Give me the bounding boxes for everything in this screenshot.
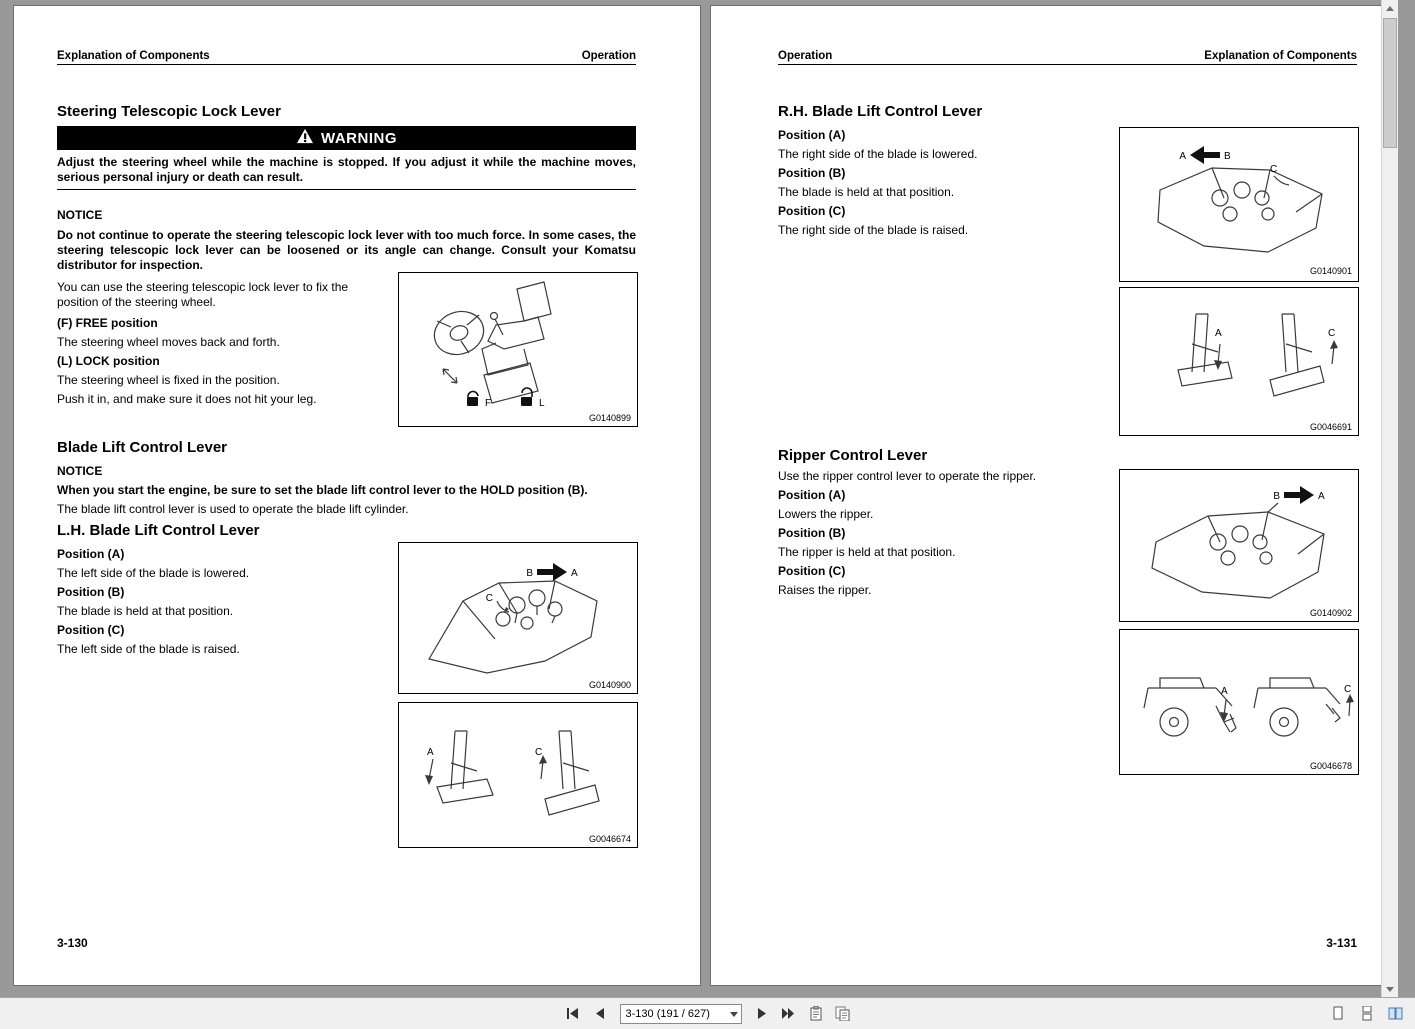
copy-pages-icon — [835, 1006, 850, 1021]
position-a-label: Position (A) — [778, 128, 846, 142]
position-a-label: Position (A) — [57, 547, 125, 561]
warning-bar — [57, 126, 636, 150]
steering-intro: You can use the steering telescopic lock lever to fix the position of the steering wheel. — [57, 280, 349, 309]
facing-pages-view-icon — [1388, 1006, 1404, 1021]
figure-code: G0140902 — [1309, 608, 1352, 618]
header-rule — [57, 64, 636, 65]
warning-title: WARNING — [321, 129, 397, 147]
page-number-input[interactable] — [620, 1004, 742, 1024]
single-page-view-icon — [1331, 1006, 1345, 1021]
vertical-scrollbar[interactable] — [1381, 0, 1398, 997]
position-c-label: Position (C) — [778, 204, 846, 218]
free-position-label: (F) FREE position — [57, 316, 158, 330]
page-3-131 — [710, 5, 1398, 986]
page-header — [57, 50, 636, 62]
page-number: 3-130 — [57, 936, 88, 950]
section-title-ripper: Ripper Control Lever — [778, 447, 928, 464]
header-right-text: Explanation of Components — [1204, 50, 1357, 62]
free-position-text: The steering wheel moves back and forth. — [57, 335, 280, 349]
ripper-position-a-label: Position (A) — [778, 488, 846, 502]
header-right-text: Operation — [581, 50, 636, 62]
warning-triangle-icon — [296, 128, 314, 148]
page-dropdown-caret-icon[interactable] — [730, 1012, 738, 1017]
page-field-wrap — [620, 1004, 742, 1024]
blade-lift-intro: The blade lift control lever is used to operate the blade lift cylinder. — [57, 502, 409, 516]
next-page-icon — [756, 1008, 768, 1019]
figure-label-c: C — [485, 593, 493, 604]
previous-page-icon — [594, 1008, 606, 1019]
continuous-view-icon — [1360, 1006, 1374, 1021]
position-b-label: Position (B) — [57, 585, 125, 599]
figure-label-l: L — [539, 398, 545, 409]
position-b-label: Position (B) — [778, 166, 846, 180]
figure-label-a: A — [1179, 151, 1186, 162]
figure-rh-blade-lever — [1119, 127, 1359, 282]
figure-label-b: B — [526, 568, 533, 579]
first-page-button[interactable] — [562, 1003, 584, 1025]
scroll-up-button[interactable] — [1382, 0, 1398, 16]
figure-label-f: F — [485, 398, 492, 409]
header-left-text: Operation — [778, 50, 833, 62]
position-a-text: The right side of the blade is lowered. — [778, 147, 978, 161]
clipboard-icon — [809, 1006, 823, 1021]
ripper-position-c-label: Position (C) — [778, 564, 846, 578]
figure-label-c: C — [1270, 164, 1278, 175]
lock-position-text: The steering wheel is fixed in the position. — [57, 373, 280, 387]
pdf-toolbar — [0, 997, 1415, 1029]
warning-text: Adjust the steering wheel while the machine is stopped. If you adjust it while the machine moves, serious personal injury or death can result. — [57, 155, 636, 184]
figure-code: G0046691 — [1309, 422, 1352, 432]
header-rule — [778, 64, 1357, 65]
scrollbar-thumb[interactable] — [1383, 18, 1397, 148]
ripper-intro: Use the ripper control lever to operate the ripper. — [778, 469, 1037, 483]
notice-label-2: NOTICE — [57, 464, 103, 478]
figure-code: G0046678 — [1309, 761, 1352, 771]
ripper-position-c-text: Raises the ripper. — [778, 583, 872, 597]
notice-text: Do not continue to operate the steering telescopic lock lever with too much force. In some cases, the steering telescopic lock lever can be loosened or its angle can change. Consult your Komatsu distributor for inspection. — [57, 228, 636, 272]
figure-ripper-positions — [1119, 629, 1359, 775]
figure-label-c: C — [1344, 684, 1352, 695]
first-page-icon — [566, 1008, 580, 1019]
position-b-text: The blade is held at that position. — [57, 604, 234, 618]
notice-text-2: When you start the engine, be sure to set the blade lift control lever to the HOLD position (B). — [57, 483, 588, 497]
scroll-down-button[interactable] — [1382, 981, 1398, 997]
figure-label-a: A — [1221, 686, 1228, 697]
scroll-up-icon — [1386, 6, 1394, 11]
single-page-view-button[interactable] — [1327, 1003, 1349, 1025]
figure-label-a: A — [427, 747, 434, 758]
figure-code: G0140901 — [1309, 266, 1352, 276]
position-a-text: The left side of the blade is lowered. — [57, 566, 250, 580]
next-page-button[interactable] — [751, 1003, 773, 1025]
page-header — [778, 50, 1357, 62]
figure-lh-blade-lever — [398, 542, 638, 694]
figure-blade-positions — [398, 702, 638, 848]
copy-pages-button[interactable] — [832, 1003, 854, 1025]
section-title-steering: Steering Telescopic Lock Lever — [57, 103, 281, 120]
ripper-position-b-label: Position (B) — [778, 526, 846, 540]
notice-label: NOTICE — [57, 208, 103, 222]
scroll-down-icon — [1386, 987, 1394, 992]
section-title-rh-blade: R.H. Blade Lift Control Lever — [778, 103, 983, 120]
figure-steering-lock-lever — [398, 272, 638, 427]
ripper-position-b-text: The ripper is held at that position. — [778, 545, 956, 559]
section-title-lh-blade: L.H. Blade Lift Control Lever — [57, 522, 260, 539]
figure-code: G0046674 — [588, 834, 631, 844]
ripper-position-a-text: Lowers the ripper. — [778, 507, 874, 521]
figure-label-b: B — [1224, 151, 1231, 162]
figure-label-c: C — [1328, 328, 1336, 339]
clipboard-page-button[interactable] — [805, 1003, 827, 1025]
header-left-text: Explanation of Components — [57, 50, 210, 62]
position-c-text: The right side of the blade is raised. — [778, 223, 969, 237]
page-number: 3-131 — [1326, 936, 1357, 950]
figure-code: G0140899 — [588, 413, 631, 423]
figure-label-a: A — [571, 568, 578, 579]
push-text: Push it in, and make sure it does not hit your leg. — [57, 392, 317, 406]
figure-ripper-lever — [1119, 469, 1359, 622]
position-c-text: The left side of the blade is raised. — [57, 642, 240, 656]
facing-pages-view-button[interactable] — [1385, 1003, 1407, 1025]
figure-label-a: A — [1318, 491, 1325, 502]
figure-label-b: B — [1273, 491, 1280, 502]
warning-box — [57, 126, 636, 190]
figure-label-c: C — [535, 747, 543, 758]
view-mode-group — [1327, 998, 1407, 1029]
figure-rh-blade-positions — [1119, 287, 1359, 436]
page-navigation-group — [562, 998, 854, 1029]
section-title-blade-lift: Blade Lift Control Lever — [57, 439, 228, 456]
previous-page-button[interactable] — [589, 1003, 611, 1025]
position-c-label: Position (C) — [57, 623, 125, 637]
last-page-icon — [781, 1008, 796, 1019]
figure-code: G0140900 — [588, 680, 631, 690]
continuous-view-button[interactable] — [1356, 1003, 1378, 1025]
last-page-button[interactable] — [778, 1003, 800, 1025]
lock-position-label: (L) LOCK position — [57, 354, 160, 368]
page-3-130 — [13, 5, 701, 986]
figure-label-a: A — [1215, 328, 1222, 339]
position-b-text: The blade is held at that position. — [778, 185, 955, 199]
